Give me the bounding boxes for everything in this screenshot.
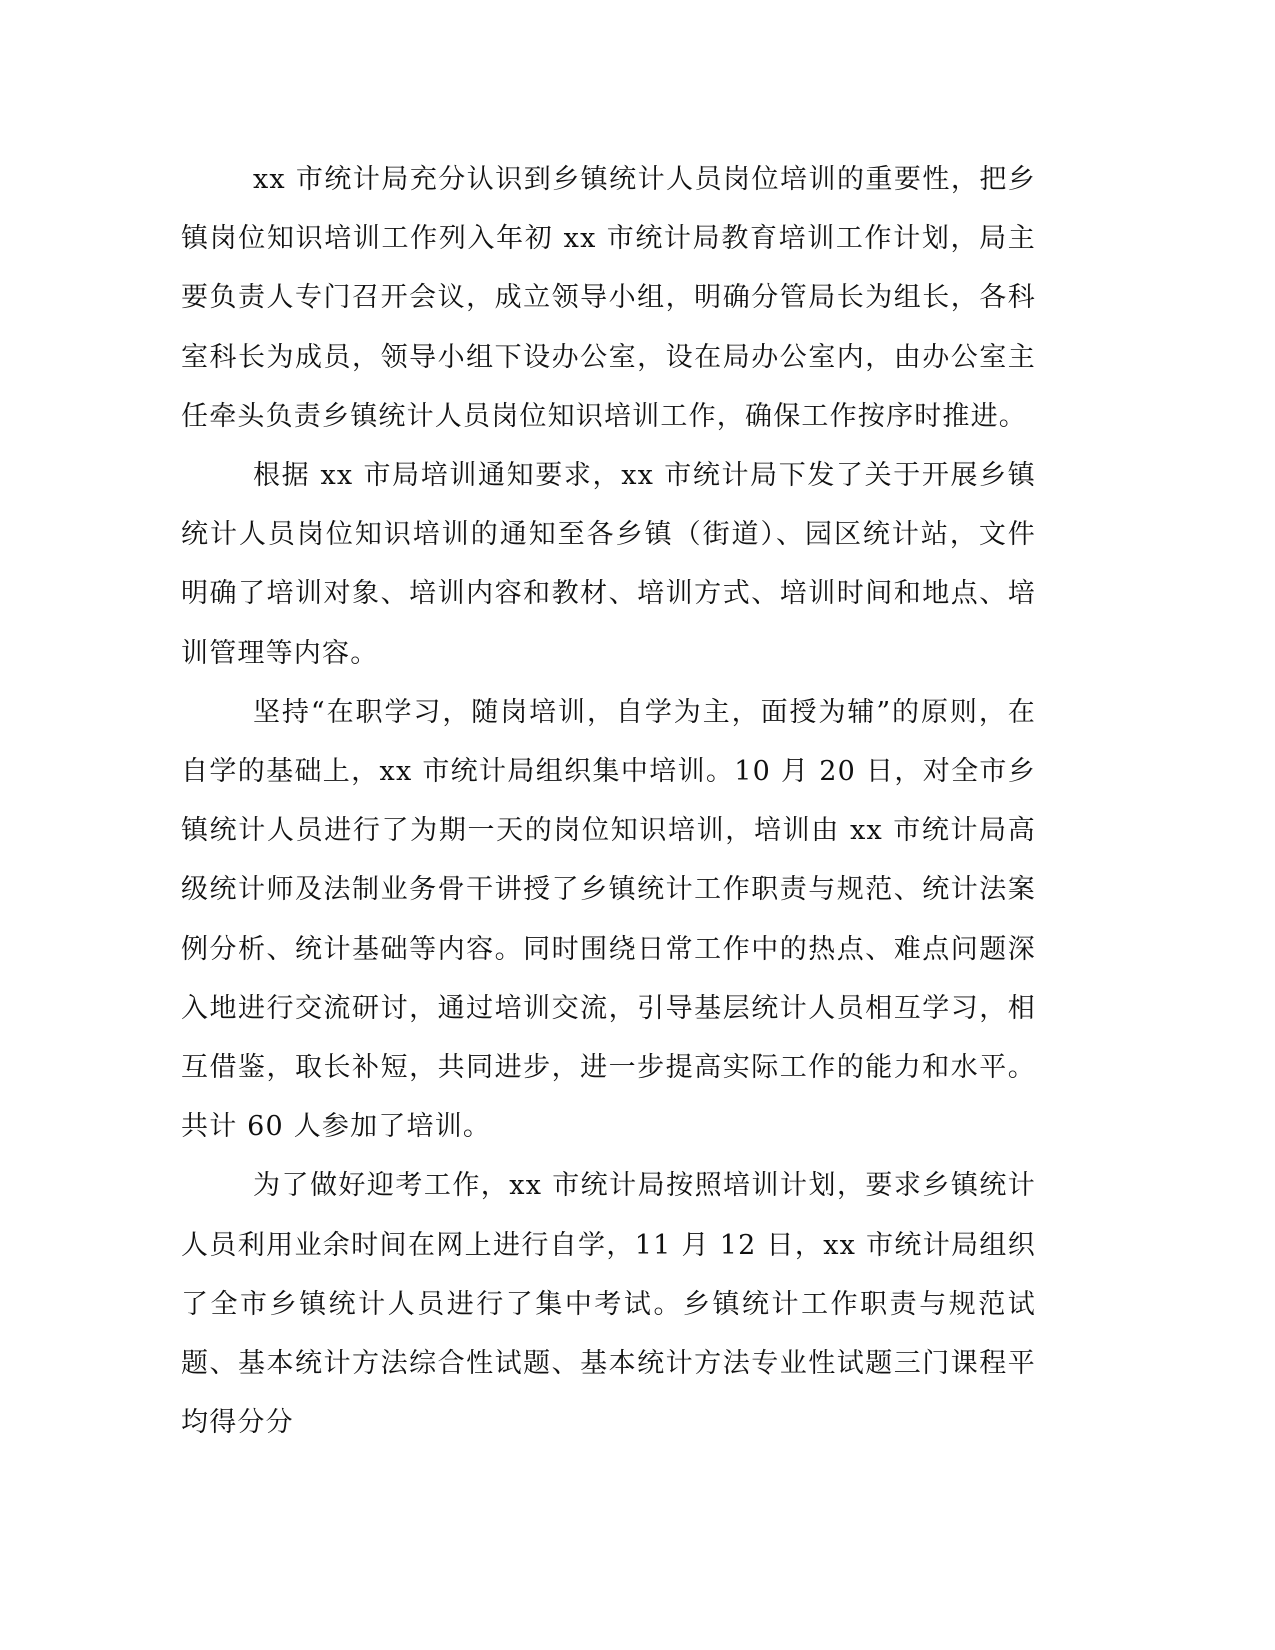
paragraph-training-notice: 根据 xx 市局培训通知要求，xx 市统计局下发了关于开展乡镇统计人员岗位知识培训的通知至各乡镇（街道）、园区统计站，文件明确了培训对象、培训内容和教材、培训方式、培训时间和地点、培训管理等内容。 [181, 460, 1036, 669]
paragraph-exam-preparation: 为了做好迎考工作，xx 市统计局按照培训计划，要求乡镇统计人员利用业余时间在网上进行自学，11 月 12 日，xx 市统计局组织了全市乡镇统计人员进行了集中考试。乡镇统计工作职责与规范试题、基本统计方法综合性试题、基本统计方法专业性试题三门课程平均得分分 [181, 1170, 1036, 1439]
paragraph-training-organization: xx 市统计局充分认识到乡镇统计人员岗位培训的重要性，把乡镇岗位知识培训工作列入年初 xx 市统计局教育培训工作计划，局主要负责人专门召开会议，成立领导小组，明确分管局长为组长，各科室科长为成员，领导小组下设办公室，设在局办公室内，由办公室主任牵头负责乡镇统计人员岗位知识培训工作，确保工作按序时推进。 [181, 164, 1036, 432]
document-body [181, 150, 1036, 1452]
paragraph-centralized-training: 坚持“在职学习，随岗培训，自学为主，面授为辅”的原则，在自学的基础上，xx 市统计局组织集中培训。10 月 20 日，对全市乡镇统计人员进行了为期一天的岗位知识培训，培训由 xx 市统计局高级统计师及法制业务骨干讲授了乡镇统计工作职责与规范、统计法案例分析、统计基础等内容。同时围绕日常工作中的热点、难点问题深入地进行交流研讨，通过培训交流，引导基层统计人员相互学习，相互借鉴，取长补短，共同进步，进一步提高实际工作的能力和水平。共计 60 人参加了培训。 [181, 696, 1036, 1143]
